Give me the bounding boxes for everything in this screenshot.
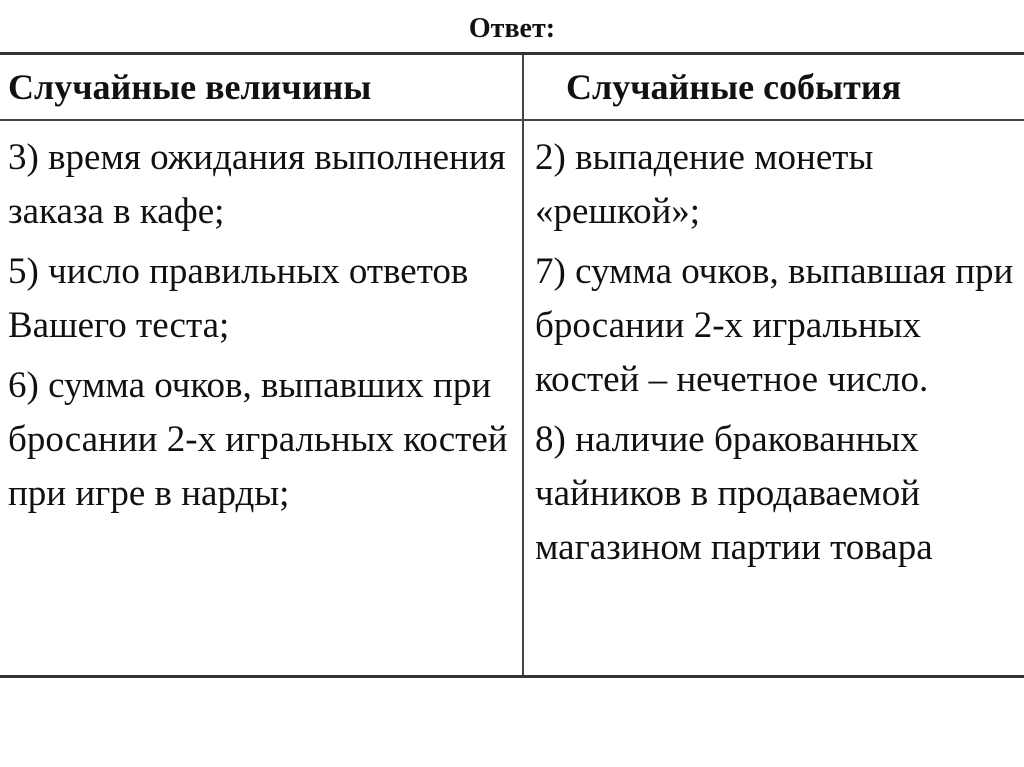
list-item: 3) время ожидания выполнения заказа в кафе; [8, 137, 506, 232]
header-random-events: Случайные события [566, 67, 902, 107]
answer-table [0, 52, 1024, 678]
list-item: 2) выпадение монеты «решкой»; [535, 137, 874, 232]
random-events-cell [535, 131, 1015, 581]
random-variables-cell [8, 131, 518, 527]
list-item: 7) сумма очков, выпавшая при бросании 2-х игральных костей – нечетное число. [535, 251, 1014, 400]
column-divider [522, 55, 524, 675]
list-item: 8) наличие бракованных чайников в продаваемой магазином партии товара [535, 419, 933, 568]
header-random-variables: Случайные величины [8, 67, 372, 107]
table-header-row [0, 55, 1024, 121]
list-item: 6) сумма очков, выпавших при бросании 2-х игральных костей при игре в нарды; [8, 365, 508, 514]
list-item: 5) число правильных ответов Вашего теста; [8, 251, 469, 346]
slide-title: Ответ: [468, 13, 556, 44]
